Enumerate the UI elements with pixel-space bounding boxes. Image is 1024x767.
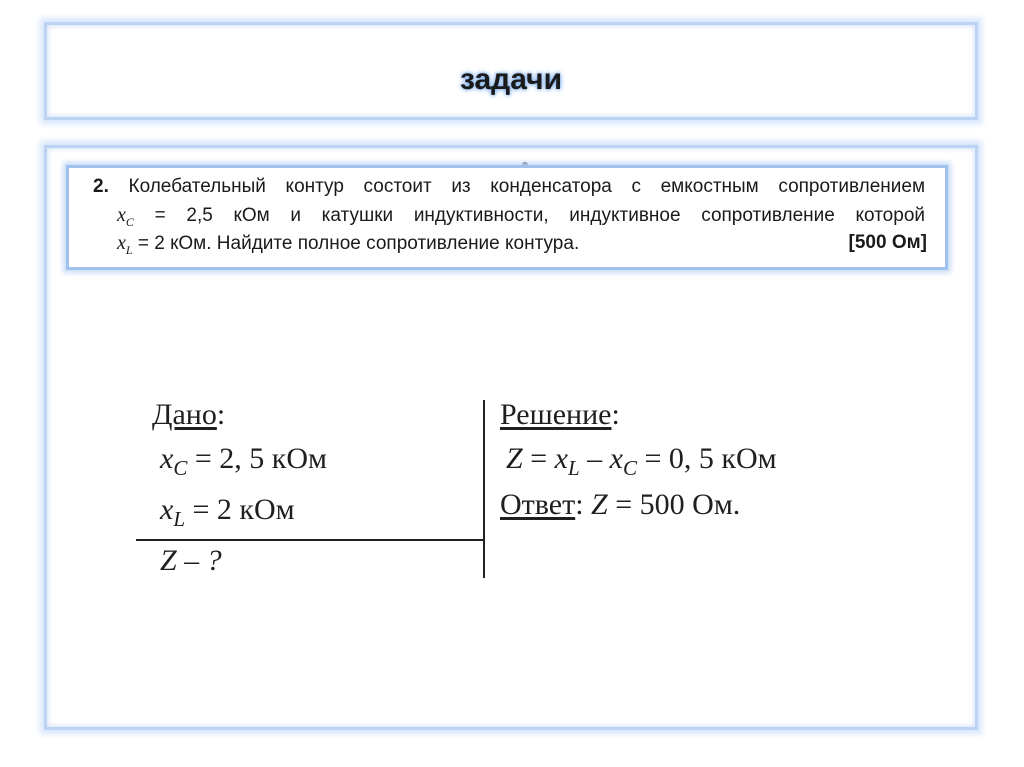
problem-line-3-text: = 2 кОм. Найдите полное сопротивление контура.	[137, 233, 580, 254]
xl-var: $x_L$	[117, 232, 133, 257]
given-find: Z – ?	[160, 544, 222, 577]
problem-line-1-text: Колебательный контур состоит из конденсатора с емкостным сопротивлением	[128, 176, 926, 197]
problem-line-2-text: = 2,5 кОм и катушки индуктивности, индуктивное сопротивление которой	[154, 205, 925, 226]
given-row-xl: $x_L = 2$ кОм	[160, 493, 295, 531]
slide-title: задачи	[459, 63, 563, 96]
problem-line-1	[93, 176, 925, 198]
column-divider	[483, 400, 485, 578]
problem-box	[66, 165, 948, 270]
problem-answer: [500 Ом]	[848, 232, 927, 253]
solution-formula: $Z = x_L - x_C = 0$, 5 кОм	[506, 442, 777, 480]
solution-answer: Ответ: Z = 500 Ом.	[500, 488, 741, 521]
xc-var: $x_C$	[117, 204, 134, 229]
problem-line-3	[117, 232, 579, 258]
given-row-xc: $x_C = 2$, 5 кОм	[160, 442, 327, 480]
given-heading: Дано:	[152, 398, 226, 431]
solution-heading: Решение:	[500, 398, 620, 431]
problem-line-2	[117, 204, 925, 230]
title-panel	[44, 22, 978, 120]
problem-number: 2.	[93, 176, 109, 197]
given-divider	[136, 539, 483, 541]
